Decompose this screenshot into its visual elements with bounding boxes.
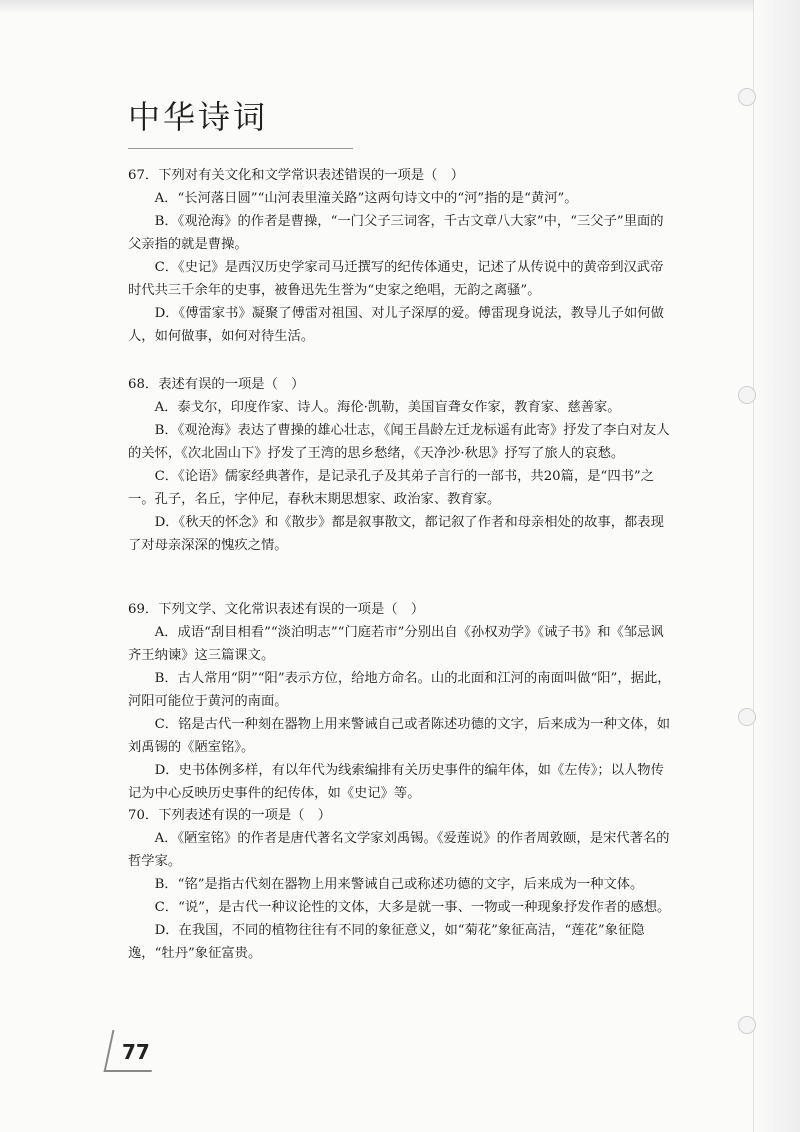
question-stem: 68．表述有误的一项是（ ） [128,377,305,392]
page-top-edge [0,0,800,14]
option-c: C．“说”，是古代一种议论性的文体，大多是就一事、一物或一种现象抒发作者的感想。 [154,900,671,915]
option-b: B．古人常用“阴”“阳”表示方位，给地方命名。山的北面和江河的南面叫做“阳”，据此，河阳可能位于黄河的南面。 [128,671,671,709]
punch-hole [738,708,756,726]
page-number: 77 [122,1040,150,1064]
option-d: D．《傅雷家书》凝聚了傅雷对祖国、对儿子深厚的爱。傅雷现身说法，教导儿子如何做人，如何做事，如何对待生活。 [128,306,664,344]
punch-hole [738,88,756,106]
option-c: C．《史记》是西汉历史学家司马迁撰写的纪传体通史，记述了从传说中的黄帝到汉武帝时代共三千余年的史事，被鲁迅先生誉为“史家之绝唱，无韵之离骚”。 [128,260,664,298]
question-stem: 67．下列对有关文化和文学常识表述错误的一项是（ ） [128,168,465,183]
option-d: D．在我国，不同的植物往往有不同的象征意义，如“菊花”象征高洁，“莲花”象征隐逸，“牡丹”象征富贵。 [128,923,645,961]
option-a: A．《陋室铭》的作者是唐代著名文学家刘禹锡。《爱莲说》的作者周敦颐，是宋代著名的哲学家。 [128,831,670,869]
page-binding-edge [753,0,800,1132]
punch-hole [738,386,756,404]
option-a: A．“长河落日圆”“山河表里潼关路”这两句诗文中的“河”指的是“黄河”。 [154,191,578,206]
option-a: A．成语“刮目相看”“淡泊明志”“门庭若市”分别出自《孙权劝学》《诫子书》和《邹忌讽齐王纳谏》这三篇课文。 [128,625,664,663]
option-b: B．“铭”是指古代刻在器物上用来警诫自己或称述功德的文字，后来成为一种文体。 [154,877,644,892]
punch-hole [738,1016,756,1034]
question-stem: 69．下列文学、文化常识表述有误的一项是（ ） [128,602,425,617]
option-c: C．《论语》儒家经典著作，是记录孔子及其弟子言行的一部书，共20篇，是“四书”之一。孔子，名丘，字仲尼，春秋末期思想家、政治家、教育家。 [128,469,655,507]
option-c: C．铭是古代一种刻在器物上用来警诫自己或者陈述功德的文字，后来成为一种文体，如刘禹锡的《陋室铭》。 [128,717,671,755]
section-title: 中华诗词 [128,98,269,136]
option-d: D．史书体例多样，有以年代为线索编排有关历史事件的编年体，如《左传》；以人物传记为中心反映历史事件的纪传体，如《史记》等。 [128,763,664,801]
option-b: B．《观沧海》表达了曹操的雄心壮志，《闻王昌龄左迁龙标遥有此寄》抒发了李白对友人的关怀，《次北固山下》抒发了王湾的思乡愁绪，《天净沙·秋思》抒写了旅人的哀愁。 [128,423,670,461]
question-69 [128,598,673,805]
question-70 [128,804,673,965]
question-68 [128,373,673,557]
question-stem: 70．下列表述有误的一项是（ ） [128,808,332,823]
option-b: B．《观沧海》的作者是曹操，“一门父子三词客，千古文章八大家”中，“三父子”里面的父亲指的就是曹操。 [128,214,664,252]
option-d: D．《秋天的怀念》和《散步》都是叙事散文，都记叙了作者和母亲相处的故事，都表现了对母亲深深的愧疚之情。 [128,515,664,553]
question-67 [128,164,673,348]
title-divider [128,148,353,149]
option-a: A．泰戈尔，印度作家、诗人。海伦·凯勒，美国盲聋女作家，教育家、慈善家。 [154,400,621,415]
